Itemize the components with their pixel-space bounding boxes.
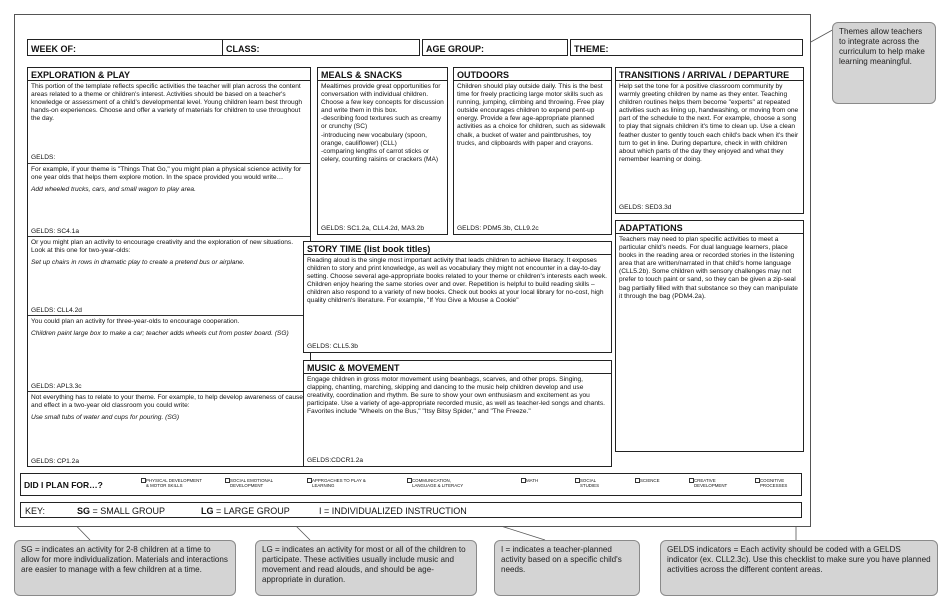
checkbox-physical-development[interactable]: PHYSICAL DEVELOPMENT & MOTOR SKILLS <box>141 478 203 488</box>
story-title: STORY TIME (list book titles) <box>304 242 611 255</box>
exploration-cell-2-example: Set up chairs in rows in dramatic play to create a pretend bus or airplane. <box>31 259 245 267</box>
lesson-plan-template <box>14 14 811 527</box>
callout-themes: Themes allow teachers to integrate across the curriculum to help make learning meaningful. <box>832 22 936 104</box>
adaptations-text: Teachers may need to plan specific activities to meet a particular child's needs. For dual language learners, place books in the reading area or recorded stories in the listening area that are written/narrated in that child's home language (CLL5.2b). Some children with sensory challenges may not prefer to touch paint or sand, so they can be given a zip-seal bag partially filled with that substance so they can manipulate it through the bag (PDM4.2a). <box>619 236 798 300</box>
checklist-items <box>141 476 797 500</box>
meals-snacks-section[interactable] <box>317 67 448 235</box>
checkbox-communication-language[interactable]: COMMUNICATION, LANGUAGE & LITERACY <box>407 478 475 488</box>
music-text: Engage children in gross motor movement using beanbags, scarves, and other props. Singing, clapping, chanting, marching, skipping and dancing to the music help children develop and use creativity, coordination and rhythm. Be sure to show your own enthusiasm and excitement as you participate. Use a variety of age-appropriate recorded music, as well as teacher-led songs and chants. Favorites include "Wheels on the Bus," "Itsy Bitsy Spider," and "The Freeze." <box>307 376 605 416</box>
exploration-intro-gelds: GELDS: <box>31 154 56 161</box>
exploration-cell-3-example: Children paint large box to make a car; teacher adds wheels cut from poster board. (SG) <box>31 330 289 338</box>
exploration-play-section <box>27 67 311 467</box>
exploration-intro-text: This portion of the template reflects specific activities the teacher will plan across the content areas related to a theme or children's interest. Activities should be based on a teacher's knowledge or assessment of a child's developmental level. Young children learn best through hands-on experiences. Choose and offer a variety of materials for children to use throughout the day. <box>31 83 303 123</box>
story-text: Reading aloud is the single most important activity that leads children to achieve literacy. It exposes children to story and print knowledge, as well as vocabulary they might not encounter in a day-to-day setting. Choose several age-appropriate books related to your theme or children's interests each week. Children enjoy hearing the same stories over and over. Repetition is helpful to build reading skills – children also respond to a variety of new books. Check out books at your local library for no-cost, high quality children's literature. For example, "If You Give a Mouse a Cookie" <box>307 257 607 305</box>
key-legend <box>20 502 802 518</box>
exploration-cell-4-gelds: GELDS: CP1.2a <box>31 458 80 465</box>
adaptations-title: ADAPTATIONS <box>616 221 803 234</box>
adaptations-section[interactable] <box>615 220 804 452</box>
key-lg-abbr: LG <box>201 506 214 516</box>
key-lg-text: = LARGE GROUP <box>213 506 290 516</box>
exploration-cell-2-gelds: GELDS: CLL4.2d <box>31 307 82 314</box>
transitions-gelds: GELDS: SED3.3d <box>619 204 672 211</box>
checkbox-science[interactable]: SCIENCE <box>635 478 663 483</box>
key-i: I = INDIVIDUALIZED INSTRUCTION <box>319 506 467 516</box>
checkbox-approaches-to-play[interactable]: APPROACHES TO PLAY & LEARNING <box>307 478 369 488</box>
music-gelds: GELDS:CDCR1.2a <box>307 457 364 464</box>
did-i-plan-label: DID I PLAN FOR…? <box>24 480 103 490</box>
exploration-cell-4-example: Use small tubs of water and cups for pouring. (SG) <box>31 414 180 422</box>
story-gelds: GELDS: CLL5.3b <box>307 343 358 350</box>
theme-label: THEME: <box>574 44 609 54</box>
key-sg-text: = SMALL GROUP <box>90 506 165 516</box>
outdoors-title: OUTDOORS <box>454 68 611 81</box>
music-title: MUSIC & MOVEMENT <box>304 361 611 374</box>
outdoors-gelds: GELDS: PDM5.3b, CLL9.2c <box>457 225 539 232</box>
callout-gelds: GELDS indicators = Each activity should be coded with a GELDS indicator (ex. CLL2.3c). Use this checklist to make sure you have planned activities across the different content areas. <box>660 540 938 596</box>
meals-title: MEALS & SNACKS <box>318 68 447 81</box>
callout-sg: SG = indicates an activity for 2-8 children at a time to allow for more individualization. Materials and interactions are easier to manage with a few children at a time. <box>14 540 236 596</box>
checkbox-creative-development[interactable]: CREATIVE DEVELOPMENT <box>689 478 735 488</box>
exploration-cell-1-gelds: GELDS: SC4.1a <box>31 228 80 235</box>
callout-i: I = indicates a teacher-planned activity based on a specific child's needs. <box>494 540 640 596</box>
transitions-title: TRANSITIONS / ARRIVAL / DEPARTURE <box>616 68 803 81</box>
exploration-cell-2-text: Or you might plan an activity to encourage creativity and the exploration of new situations. Look at this one for two-year-olds: <box>31 239 294 255</box>
meals-text: Mealtimes provide great opportunities for conversation with individual children. Choose a few key concepts for discussion and write them in this box. -describing food textures such as creamy or crunchy (SC) -introducing new vocabulary (spoon, orange, cauliflower) (CLL) -comparing lengths of carrot sticks or celery, counting raisins or crackers (MA) <box>321 83 444 163</box>
outdoors-section[interactable] <box>453 67 612 235</box>
exploration-cell-2[interactable] <box>28 236 310 315</box>
class-label: CLASS: <box>226 44 260 54</box>
exploration-cell-1-example: Add wheeled trucks, cars, and small wagon to play area. <box>31 186 196 194</box>
exploration-cell-4-text: Not everything has to relate to your theme. For example, to help develop awareness of cause and effect in a two-year old classroom you could write: <box>31 394 303 410</box>
outdoors-text: Children should play outside daily. This is the best time for freely practicing large motor skills such as running, jumping, climbing and throwing. Free play outside encourages children to expend pent-up energy. Provide a few age-appropriate planned activities as a choice for children, such as sidewalk chalk, a bucket of water and paintbrushes, toy trucks, and clipboards with paper and crayons. <box>457 83 606 147</box>
age-group-label: AGE GROUP: <box>426 44 485 54</box>
exploration-cell-3[interactable] <box>28 315 310 391</box>
callout-lg: LG = indicates an activity for most or all of the children to participate. These activities usually include music and movement and read alouds, and should be age-appropriate in duration. <box>255 540 477 596</box>
transitions-text: Help set the tone for a positive classroom community by warmly greeting children by name as they enter. Teaching children routines helps them become "experts" at repeated activities such as lining up, handwashing, or moving from one part of the schedule to the next. For example, choose a song to play that signals children it's time to clean up. Use a clean feather duster to gently touch each child's back when it's their turn to get in line. During departure, check in with children about which parts of the day they enjoyed and what they remember learning or doing. <box>619 83 799 163</box>
key-sg <box>77 506 165 516</box>
checkbox-math[interactable]: MATH <box>521 478 541 483</box>
exploration-cell-3-gelds: GELDS: APL3.3c <box>31 383 82 390</box>
key-sg-abbr: SG <box>77 506 91 516</box>
exploration-cell-1[interactable] <box>28 163 310 236</box>
story-time-section[interactable] <box>303 241 612 353</box>
class-field[interactable] <box>222 39 420 56</box>
theme-field[interactable] <box>570 39 803 56</box>
key-label: KEY: <box>25 506 46 516</box>
checkbox-social-studies[interactable]: SOCIAL STUDIES <box>575 478 605 488</box>
exploration-intro <box>28 81 310 163</box>
music-movement-section[interactable] <box>303 360 612 467</box>
checkbox-social-emotional[interactable]: SOCIAL EMOTIONAL DEVELOPMENT <box>225 478 285 488</box>
transitions-section[interactable] <box>615 67 804 214</box>
age-group-field[interactable] <box>422 39 568 56</box>
meals-gelds: GELDS: SC1.2a, CLL4.2d, MA3.2b <box>321 225 424 232</box>
exploration-cell-4[interactable] <box>28 391 310 466</box>
exploration-cell-1-text: For example, if your theme is "Things That Go," you might plan a physical science activity for one year olds that helps them explore motion. In the space provided you would write… <box>31 166 302 182</box>
key-lg <box>201 506 290 516</box>
checkbox-cognitive-processes[interactable]: COGNITIVE PROCESSES <box>755 478 795 488</box>
exploration-title: EXPLORATION & PLAY <box>28 68 310 81</box>
week-of-label: WEEK OF: <box>31 44 76 54</box>
did-i-plan-checklist <box>20 473 802 496</box>
week-of-field[interactable] <box>27 39 233 56</box>
exploration-cell-3-text: You could plan an activity for three-year-olds to encourage cooperation. <box>31 318 240 325</box>
